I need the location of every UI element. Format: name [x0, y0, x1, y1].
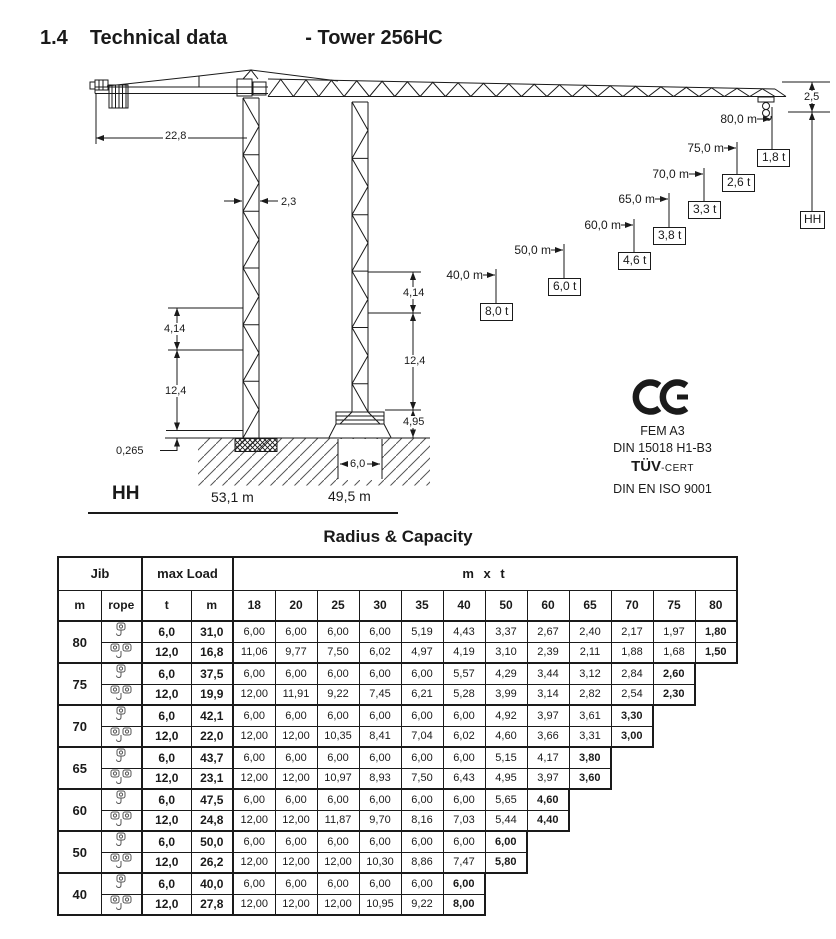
capacity-badge: 8,0 t: [480, 303, 513, 321]
capacity-cell: 3,00: [611, 726, 653, 747]
capacity-cell: 4,17: [527, 747, 569, 768]
capacity-cell: 3,97: [527, 768, 569, 789]
rope-single-icon: [101, 789, 142, 810]
empty-cell: [611, 789, 653, 810]
dim-foundation-height: 4,95: [403, 416, 425, 428]
capacity-cell: 4,92: [485, 705, 527, 726]
empty-cell: [527, 894, 569, 915]
empty-cell: [653, 831, 695, 852]
capacity-cell: 6,00: [233, 621, 275, 642]
capacity-cell: 6,00: [317, 621, 359, 642]
jib-length-cell: 50: [58, 831, 101, 873]
capacity-cell: 6,00: [359, 831, 401, 852]
rope-double-icon: [101, 852, 142, 873]
empty-cell: [695, 894, 737, 915]
certifications: [590, 374, 735, 496]
empty-cell: [695, 747, 737, 768]
empty-cell: [569, 831, 611, 852]
max-load-t-cell: 6,0: [142, 663, 191, 684]
table-row: [58, 789, 737, 810]
model-name: - Tower 256HC: [305, 27, 443, 50]
capacity-cell: 3,61: [569, 705, 611, 726]
rope-single-icon: [101, 663, 142, 684]
capacity-cell: 6,00: [275, 831, 317, 852]
capacity-badge: 3,3 t: [688, 201, 721, 219]
mxt-group-header: m x t: [233, 557, 737, 590]
capacity-cell: 11,91: [275, 684, 317, 705]
radius-label: 70,0 m: [652, 167, 689, 181]
capacity-cell: 5,80: [485, 852, 527, 873]
capacity-cell: 6,00: [233, 747, 275, 768]
page-title: [40, 27, 443, 50]
max-load-t-cell: 12,0: [142, 726, 191, 747]
dim-left-section-height: 4,14: [164, 323, 186, 335]
capacity-cell: 2,40: [569, 621, 611, 642]
capacity-cell: 6,00: [275, 663, 317, 684]
capacity-cell: 6,00: [359, 663, 401, 684]
max-load-radius-cell: 47,5: [191, 789, 233, 810]
capacity-cell: 5,19: [401, 621, 443, 642]
jib-length-cell: 65: [58, 747, 101, 789]
capacity-cell: 3,30: [611, 705, 653, 726]
empty-cell: [569, 873, 611, 894]
capacity-cell: 6,00: [401, 747, 443, 768]
max-load-t-cell: 6,0: [142, 831, 191, 852]
capacity-cell: 5,44: [485, 810, 527, 831]
capacity-cell: 12,00: [275, 894, 317, 915]
capacity-cell: 12,00: [233, 852, 275, 873]
capacity-cell: 4,95: [485, 768, 527, 789]
capacity-cell: 6,00: [443, 873, 485, 894]
capacity-cell: 9,70: [359, 810, 401, 831]
capacity-cell: 3,66: [527, 726, 569, 747]
cert-tuv: TÜV-CERT: [631, 458, 694, 475]
capacity-cell: 6,00: [233, 831, 275, 852]
capacity-cell: 5,28: [443, 684, 485, 705]
capacity-cell: 2,54: [611, 684, 653, 705]
jib-group-header: Jib: [58, 557, 142, 590]
freestanding-height-2: 49,5 m: [328, 488, 371, 504]
capacity-cell: 12,00: [275, 852, 317, 873]
capacity-badge: 6,0 t: [548, 278, 581, 296]
jib-length-cell: 80: [58, 621, 101, 663]
capacity-cell: 7,04: [401, 726, 443, 747]
empty-cell: [653, 747, 695, 768]
capacity-cell: 12,00: [233, 810, 275, 831]
capacity-cell: 3,97: [527, 705, 569, 726]
capacity-cell: 10,30: [359, 852, 401, 873]
empty-cell: [611, 852, 653, 873]
capacity-cell: 6,00: [401, 831, 443, 852]
rope-double-icon: [101, 642, 142, 663]
rope-double-icon: [101, 894, 142, 915]
capacity-cell: 7,50: [401, 768, 443, 789]
rope-single-icon: [101, 705, 142, 726]
capacity-cell: 6,00: [401, 705, 443, 726]
dim-jib-head: 2,5: [804, 91, 820, 103]
capacity-cell: 6,00: [233, 873, 275, 894]
section-number: 1.4: [40, 27, 68, 50]
radius-column-header: 65: [569, 590, 611, 621]
capacity-cell: 3,44: [527, 663, 569, 684]
empty-cell: [653, 894, 695, 915]
radius-column-header: 40: [443, 590, 485, 621]
rope-single-icon: [101, 873, 142, 894]
title-text: Technical data: [89, 27, 228, 50]
empty-cell: [611, 810, 653, 831]
max-load-t-cell: 6,0: [142, 621, 191, 642]
table-column-header-row: [58, 590, 737, 621]
dim-right-section-height: 4,14: [403, 287, 425, 299]
max-load-t-cell: 6,0: [142, 705, 191, 726]
capacity-cell: 9,77: [275, 642, 317, 663]
empty-cell: [695, 705, 737, 726]
rope-double-icon: [101, 768, 142, 789]
capacity-cell: 3,60: [569, 768, 611, 789]
capacity-cell: 6,00: [275, 873, 317, 894]
empty-cell: [611, 747, 653, 768]
cert-fem: FEM A3: [640, 424, 685, 438]
capacity-cell: 3,12: [569, 663, 611, 684]
empty-cell: [527, 831, 569, 852]
capacity-cell: 6,00: [317, 873, 359, 894]
capacity-cell: 12,00: [233, 768, 275, 789]
capacity-cell: 5,15: [485, 747, 527, 768]
capacity-cell: 8,16: [401, 810, 443, 831]
capacity-cell: 2,84: [611, 663, 653, 684]
empty-cell: [653, 852, 695, 873]
empty-cell: [611, 768, 653, 789]
capacity-table: [57, 556, 738, 916]
empty-cell: [695, 663, 737, 684]
max-load-radius-cell: 37,5: [191, 663, 233, 684]
capacity-cell: 5,57: [443, 663, 485, 684]
max-load-radius-cell: 50,0: [191, 831, 233, 852]
capacity-cell: 6,00: [233, 663, 275, 684]
capacity-cell: 6,00: [317, 705, 359, 726]
empty-cell: [653, 768, 695, 789]
capacity-badge: 2,6 t: [722, 174, 755, 192]
freestanding-height-1: 53,1 m: [211, 489, 254, 505]
radius-label: 65,0 m: [618, 192, 655, 206]
capacity-cell: 6,00: [317, 789, 359, 810]
radius-column-header: 75: [653, 590, 695, 621]
dim-right-tower-lower: 12,4: [404, 355, 426, 367]
capacity-cell: 10,95: [359, 894, 401, 915]
capacity-cell: 4,43: [443, 621, 485, 642]
capacity-cell: 1,80: [695, 621, 737, 642]
capacity-cell: 6,00: [359, 789, 401, 810]
capacity-cell: 4,60: [527, 789, 569, 810]
max-load-t-cell: 12,0: [142, 684, 191, 705]
max-load-t-cell: 12,0: [142, 894, 191, 915]
max-load-radius-cell: 42,1: [191, 705, 233, 726]
max-load-t-cell: 6,0: [142, 789, 191, 810]
empty-cell: [527, 852, 569, 873]
max-load-radius-cell: 22,0: [191, 726, 233, 747]
radius-column-header: 30: [359, 590, 401, 621]
capacity-cell: 6,00: [275, 705, 317, 726]
capacity-cell: 4,29: [485, 663, 527, 684]
capacity-cell: 2,30: [653, 684, 695, 705]
capacity-cell: 6,21: [401, 684, 443, 705]
radius-column-header: 70: [611, 590, 653, 621]
table-row: [58, 705, 737, 726]
empty-cell: [485, 873, 527, 894]
capacity-cell: 2,17: [611, 621, 653, 642]
rope-double-icon: [101, 726, 142, 747]
capacity-cell: 7,03: [443, 810, 485, 831]
capacity-badge: 4,6 t: [618, 252, 651, 270]
capacity-cell: 6,00: [275, 621, 317, 642]
radius-column-header: 20: [275, 590, 317, 621]
capacity-cell: 6,00: [443, 747, 485, 768]
rope-double-icon: [101, 684, 142, 705]
jib-m-header: m: [58, 590, 101, 621]
capacity-cell: 12,00: [275, 726, 317, 747]
capacity-badge: 3,8 t: [653, 227, 686, 245]
empty-cell: [611, 894, 653, 915]
capacity-cell: 7,47: [443, 852, 485, 873]
capacity-cell: 6,00: [359, 621, 401, 642]
empty-cell: [695, 768, 737, 789]
table-row: [58, 831, 737, 852]
radius-label: 50,0 m: [514, 243, 551, 257]
capacity-cell: 6,00: [359, 747, 401, 768]
empty-cell: [569, 810, 611, 831]
capacity-cell: 3,14: [527, 684, 569, 705]
radius-label: 60,0 m: [584, 218, 621, 232]
capacity-cell: 12,00: [317, 852, 359, 873]
max-load-radius-cell: 24,8: [191, 810, 233, 831]
ce-mark-icon: [632, 374, 694, 420]
empty-cell: [569, 789, 611, 810]
radius-column-header: 35: [401, 590, 443, 621]
table-row: [58, 810, 737, 831]
legend-underline: [88, 512, 398, 514]
capacity-cell: 2,39: [527, 642, 569, 663]
empty-cell: [611, 873, 653, 894]
capacity-cell: 6,00: [443, 831, 485, 852]
capacity-cell: 6,43: [443, 768, 485, 789]
capacity-cell: 6,00: [233, 789, 275, 810]
max-load-radius-cell: 27,8: [191, 894, 233, 915]
capacity-cell: 6,00: [317, 831, 359, 852]
empty-cell: [611, 831, 653, 852]
capacity-cell: 4,97: [401, 642, 443, 663]
capacity-cell: 3,37: [485, 621, 527, 642]
table-row: [58, 642, 737, 663]
max-load-t-cell: 12,0: [142, 768, 191, 789]
radius-label: 80,0 m: [720, 112, 757, 126]
capacity-cell: 2,60: [653, 663, 695, 684]
capacity-cell: 6,00: [359, 705, 401, 726]
capacity-badge: 1,8 t: [757, 149, 790, 167]
empty-cell: [695, 852, 737, 873]
cert-iso: DIN EN ISO 9001: [613, 482, 712, 496]
radius-column-header: 18: [233, 590, 275, 621]
capacity-cell: 6,02: [359, 642, 401, 663]
empty-cell: [569, 894, 611, 915]
jib-length-cell: 60: [58, 789, 101, 831]
jib-length-cell: 40: [58, 873, 101, 915]
capacity-cell: 4,40: [527, 810, 569, 831]
dim-base-plate: 0,265: [116, 445, 144, 457]
capacity-cell: 2,11: [569, 642, 611, 663]
max-load-radius-cell: 16,8: [191, 642, 233, 663]
capacity-cell: 1,88: [611, 642, 653, 663]
empty-cell: [569, 852, 611, 873]
capacity-cell: 6,00: [233, 705, 275, 726]
capacity-cell: 9,22: [317, 684, 359, 705]
max-load-t-cell: 6,0: [142, 873, 191, 894]
max-m-header: m: [191, 590, 233, 621]
table-title: Radius & Capacity: [323, 527, 473, 546]
max-load-radius-cell: 40,0: [191, 873, 233, 894]
radius-label: 40,0 m: [446, 268, 483, 282]
capacity-cell: 6,00: [443, 705, 485, 726]
hook-height-legend: HH: [112, 483, 140, 504]
dim-counterjib-radius: 22,8: [165, 130, 187, 142]
crane-drawing: [0, 60, 836, 518]
empty-cell: [695, 726, 737, 747]
capacity-cell: 4,19: [443, 642, 485, 663]
table-row: [58, 852, 737, 873]
capacity-cell: 2,67: [527, 621, 569, 642]
empty-cell: [485, 894, 527, 915]
capacity-cell: 12,00: [233, 684, 275, 705]
capacity-cell: 11,06: [233, 642, 275, 663]
capacity-cell: 11,87: [317, 810, 359, 831]
capacity-cell: 12,00: [317, 894, 359, 915]
radius-column-header: 50: [485, 590, 527, 621]
capacity-cell: 9,22: [401, 894, 443, 915]
capacity-cell: 7,50: [317, 642, 359, 663]
capacity-cell: 3,99: [485, 684, 527, 705]
capacity-cell: 1,97: [653, 621, 695, 642]
table-row: [58, 894, 737, 915]
table-row: [58, 684, 737, 705]
capacity-cell: 3,10: [485, 642, 527, 663]
capacity-cell: 12,00: [233, 726, 275, 747]
table-group-header-row: [58, 557, 737, 590]
capacity-cell: 6,00: [275, 747, 317, 768]
cert-din: DIN 15018 H1-B3: [613, 441, 712, 455]
empty-cell: [653, 789, 695, 810]
capacity-cell: 12,00: [275, 810, 317, 831]
max-t-header: t: [142, 590, 191, 621]
capacity-section: [57, 527, 739, 916]
capacity-cell: 3,80: [569, 747, 611, 768]
rope-double-icon: [101, 810, 142, 831]
max-load-radius-cell: 19,9: [191, 684, 233, 705]
capacity-cell: 6,00: [443, 789, 485, 810]
capacity-cell: 4,60: [485, 726, 527, 747]
empty-cell: [653, 726, 695, 747]
empty-cell: [695, 684, 737, 705]
rope-single-icon: [101, 747, 142, 768]
dim-left-tower-lower: 12,4: [165, 385, 187, 397]
capacity-cell: 5,65: [485, 789, 527, 810]
radius-column-header: 60: [527, 590, 569, 621]
jib-length-cell: 75: [58, 663, 101, 705]
max-load-t-cell: 12,0: [142, 810, 191, 831]
empty-cell: [695, 810, 737, 831]
capacity-cell: 8,86: [401, 852, 443, 873]
table-row: [58, 747, 737, 768]
capacity-cell: 7,45: [359, 684, 401, 705]
rope-header: rope: [101, 590, 142, 621]
capacity-cell: 3,31: [569, 726, 611, 747]
empty-cell: [695, 789, 737, 810]
capacity-cell: 6,02: [443, 726, 485, 747]
max-load-t-cell: 12,0: [142, 852, 191, 873]
capacity-cell: 1,50: [695, 642, 737, 663]
capacity-cell: 8,00: [443, 894, 485, 915]
max-load-t-cell: 12,0: [142, 642, 191, 663]
empty-cell: [695, 873, 737, 894]
capacity-cell: 2,82: [569, 684, 611, 705]
capacity-cell: 12,00: [233, 894, 275, 915]
capacity-cell: 8,93: [359, 768, 401, 789]
max-load-t-cell: 6,0: [142, 747, 191, 768]
radius-label: 75,0 m: [687, 141, 724, 155]
capacity-cell: 1,68: [653, 642, 695, 663]
capacity-cell: 10,35: [317, 726, 359, 747]
empty-cell: [653, 810, 695, 831]
max-load-radius-cell: 31,0: [191, 621, 233, 642]
max-load-group-header: max Load: [142, 557, 233, 590]
hook-height-symbol-box: HH: [800, 211, 825, 229]
capacity-cell: 6,00: [317, 663, 359, 684]
radius-column-header: 25: [317, 590, 359, 621]
dim-foundation-width: 6,0: [350, 458, 366, 470]
capacity-cell: 6,00: [359, 873, 401, 894]
max-load-radius-cell: 43,7: [191, 747, 233, 768]
capacity-cell: 6,00: [401, 789, 443, 810]
capacity-cell: 10,97: [317, 768, 359, 789]
empty-cell: [653, 873, 695, 894]
table-row: [58, 621, 737, 642]
capacity-cell: 6,00: [401, 873, 443, 894]
max-load-radius-cell: 26,2: [191, 852, 233, 873]
capacity-cell: 6,00: [317, 747, 359, 768]
capacity-cell: 12,00: [275, 768, 317, 789]
table-row: [58, 873, 737, 894]
rope-single-icon: [101, 621, 142, 642]
jib-length-cell: 70: [58, 705, 101, 747]
empty-cell: [695, 831, 737, 852]
radius-column-header: 80: [695, 590, 737, 621]
empty-cell: [653, 705, 695, 726]
table-row: [58, 663, 737, 684]
table-row: [58, 768, 737, 789]
table-row: [58, 726, 737, 747]
capacity-cell: 6,00: [401, 663, 443, 684]
capacity-cell: 6,00: [275, 789, 317, 810]
capacity-cell: 8,41: [359, 726, 401, 747]
rope-single-icon: [101, 831, 142, 852]
empty-cell: [527, 873, 569, 894]
capacity-cell: 6,00: [485, 831, 527, 852]
dim-tower-width: 2,3: [281, 196, 297, 208]
max-load-radius-cell: 23,1: [191, 768, 233, 789]
